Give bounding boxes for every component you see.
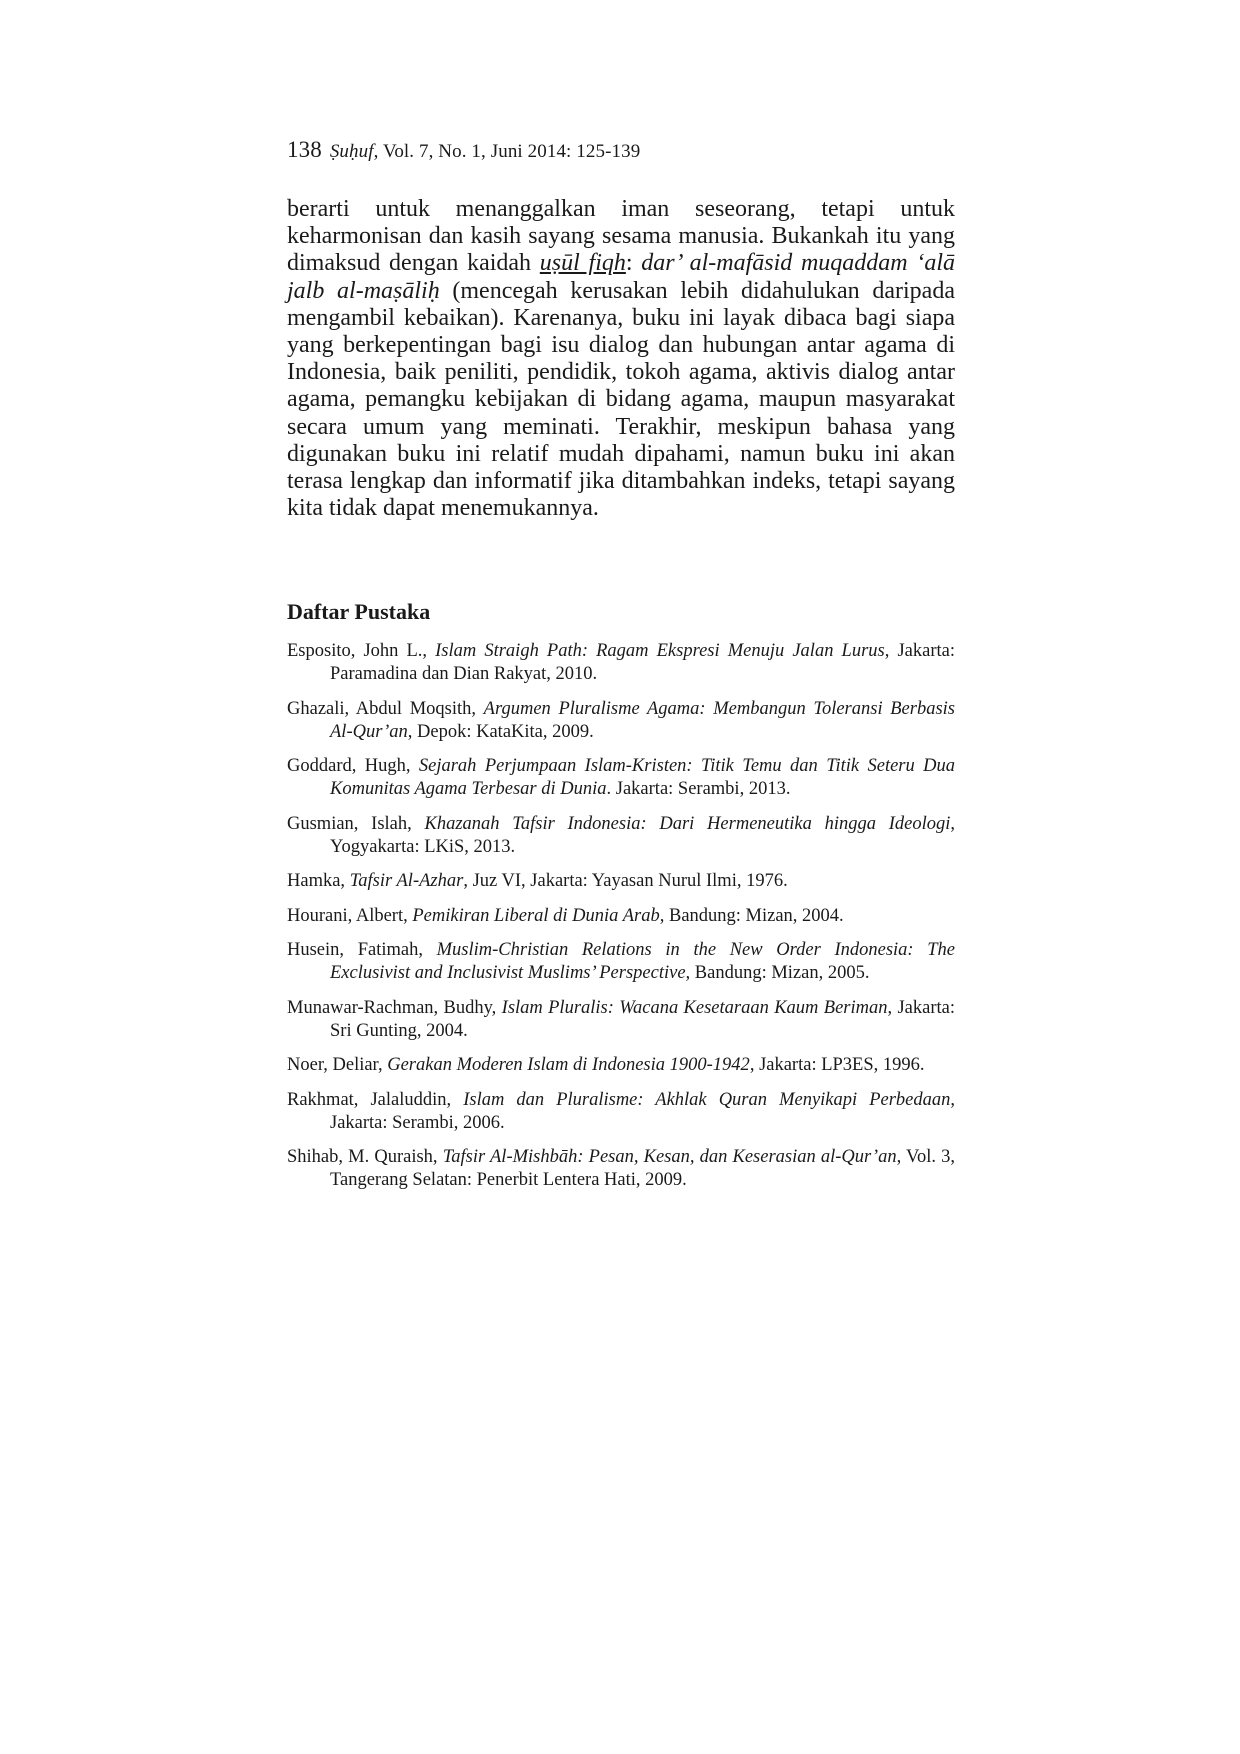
- reference-publication: , Vol. 3, Tangerang Selatan: Penerbit Lentera Hati, 2009.: [330, 1147, 956, 1190]
- reference-title: Tafsir Al-Azhar: [349, 871, 464, 891]
- reference-title: Pemikiran Liberal di Dunia Arab: [412, 905, 660, 926]
- reference-title: Muslim-Christian Relations in the New Order Indonesia: The Exclusivist and Inclusivist Muslims’ Perspective,: [330, 940, 955, 983]
- reference-author: Noer, Deliar,: [287, 1055, 388, 1075]
- reference-item: [287, 813, 955, 859]
- reference-publication: , Depok: KataKita, 2009.: [407, 721, 594, 742]
- reference-list: [287, 640, 955, 1204]
- reference-publication: , Jakarta: Sri Gunting, 2004.: [330, 997, 955, 1041]
- reference-title: Gerakan Moderen Islam di Indonesia 1900-1942: [387, 1055, 750, 1075]
- reference-item: [287, 997, 955, 1043]
- journal-title: Ṣuḥuf: [329, 141, 374, 162]
- reference-title: Khazanah Tafsir Indonesia: Dari Hermeneutika hingga Ideologi: [424, 813, 951, 834]
- reference-author: Gusmian, Islah,: [287, 813, 425, 834]
- reference-publication: , Juz VI, Jakarta: Yayasan Nurul Ilmi, 1976.: [463, 871, 788, 891]
- reference-author: Hourani, Albert,: [287, 905, 413, 926]
- reference-author: Husein, Fatimah,: [287, 940, 437, 960]
- reference-publication: , Bandung: Mizan, 2004.: [659, 905, 844, 926]
- reference-publication: , Jakarta: LP3ES, 1996.: [749, 1055, 925, 1075]
- reference-item: [287, 1089, 955, 1135]
- page-number: 138: [287, 137, 322, 162]
- reference-publication: , Jakarta: Serambi, 2006.: [330, 1089, 956, 1133]
- reference-title: Islam dan Pluralisme: Akhlak Quran Menyikapi Perbedaan: [463, 1089, 951, 1110]
- reference-title: Tafsir Al-Mishbāh: Pesan, Kesan, dan Keserasian al-Qur’an: [442, 1147, 897, 1167]
- reference-author: Goddard, Hugh,: [287, 756, 419, 776]
- reference-item: [287, 1146, 955, 1192]
- reference-item: [287, 905, 955, 928]
- paragraph-text: berarti untuk menanggalkan iman seseorang, tetapi untuk keharmonisan dan kasih sayang sesama manusia. Bukankah itu yang dimaksud dengan kaidah: [287, 196, 955, 277]
- reference-author: Hamka,: [287, 871, 350, 891]
- reference-title: Argumen Pluralisme Agama: Membangun Toleransi Berbasis Al-Qur’an: [330, 698, 955, 742]
- reference-author: Shihab, M. Quraish,: [287, 1147, 443, 1167]
- reference-author: Rakhmat, Jalaluddin,: [287, 1089, 464, 1110]
- reference-item: [287, 640, 955, 686]
- reference-author: Esposito, John L.,: [287, 641, 436, 661]
- reference-title: Islam Straigh Path: Ragam Ekspresi Menuju Jalan Lurus: [435, 641, 885, 661]
- review-paragraph: [287, 196, 955, 522]
- reference-item: [287, 870, 955, 893]
- reference-item: [287, 755, 955, 801]
- reference-publication: , Jakarta: Paramadina dan Dian Rakyat, 2010.: [330, 641, 955, 684]
- reference-title: Sejarah Perjumpaan Islam-Kristen: Titik Temu dan Titik Seteru Dua Komunitas Agama Terbesar di Dunia: [330, 756, 955, 799]
- reference-author: Ghazali, Abdul Moqsith,: [287, 698, 484, 719]
- reference-author: Munawar-Rachman, Budhy,: [287, 997, 502, 1018]
- reference-item: [287, 939, 955, 985]
- reference-publication: , Yogyakarta: LKiS, 2013.: [330, 813, 955, 857]
- reference-publication: . Jakarta: Serambi, 2013.: [606, 779, 791, 799]
- running-head: [287, 137, 640, 163]
- term-usul-fiqh: uṣūl fiqh: [539, 250, 626, 277]
- section-heading: Daftar Pustaka: [287, 599, 431, 624]
- paragraph-text: :: [625, 250, 642, 277]
- reference-item: [287, 698, 955, 744]
- reference-item: [287, 1054, 955, 1077]
- reference-title: Islam Pluralis: Wacana Kesetaraan Kaum Beriman: [501, 997, 888, 1018]
- term-maxim: dar’ al-mafāsid muqaddam ‘alā jalb al-maṣāliḥ: [287, 250, 956, 304]
- issue-info: , Vol. 7, No. 1, Juni 2014: 125-139: [373, 141, 641, 162]
- reference-publication: Bandung: Mizan, 2005.: [690, 963, 870, 983]
- paragraph-text: (mencegah kerusakan lebih didahulukan daripada mengambil kebaikan). Karenanya, buku ini layak dibaca bagi siapa yang berkepentingan bagi isu dialog dan hubungan antar agama di Indonesia, baik peniliti, pendidik, tokoh agama, aktivis dialog antar agama, pemangku kebijakan di bidang agama, maupun masyarakat secara umum yang meminati. Terakhir, meskipun bahasa yang digunakan buku ini relatif mudah dipahami, namun buku ini akan terasa lengkap dan informatif jika ditambahkan indeks, tetapi sayang kita tidak dapat menemukannya.: [287, 277, 955, 522]
